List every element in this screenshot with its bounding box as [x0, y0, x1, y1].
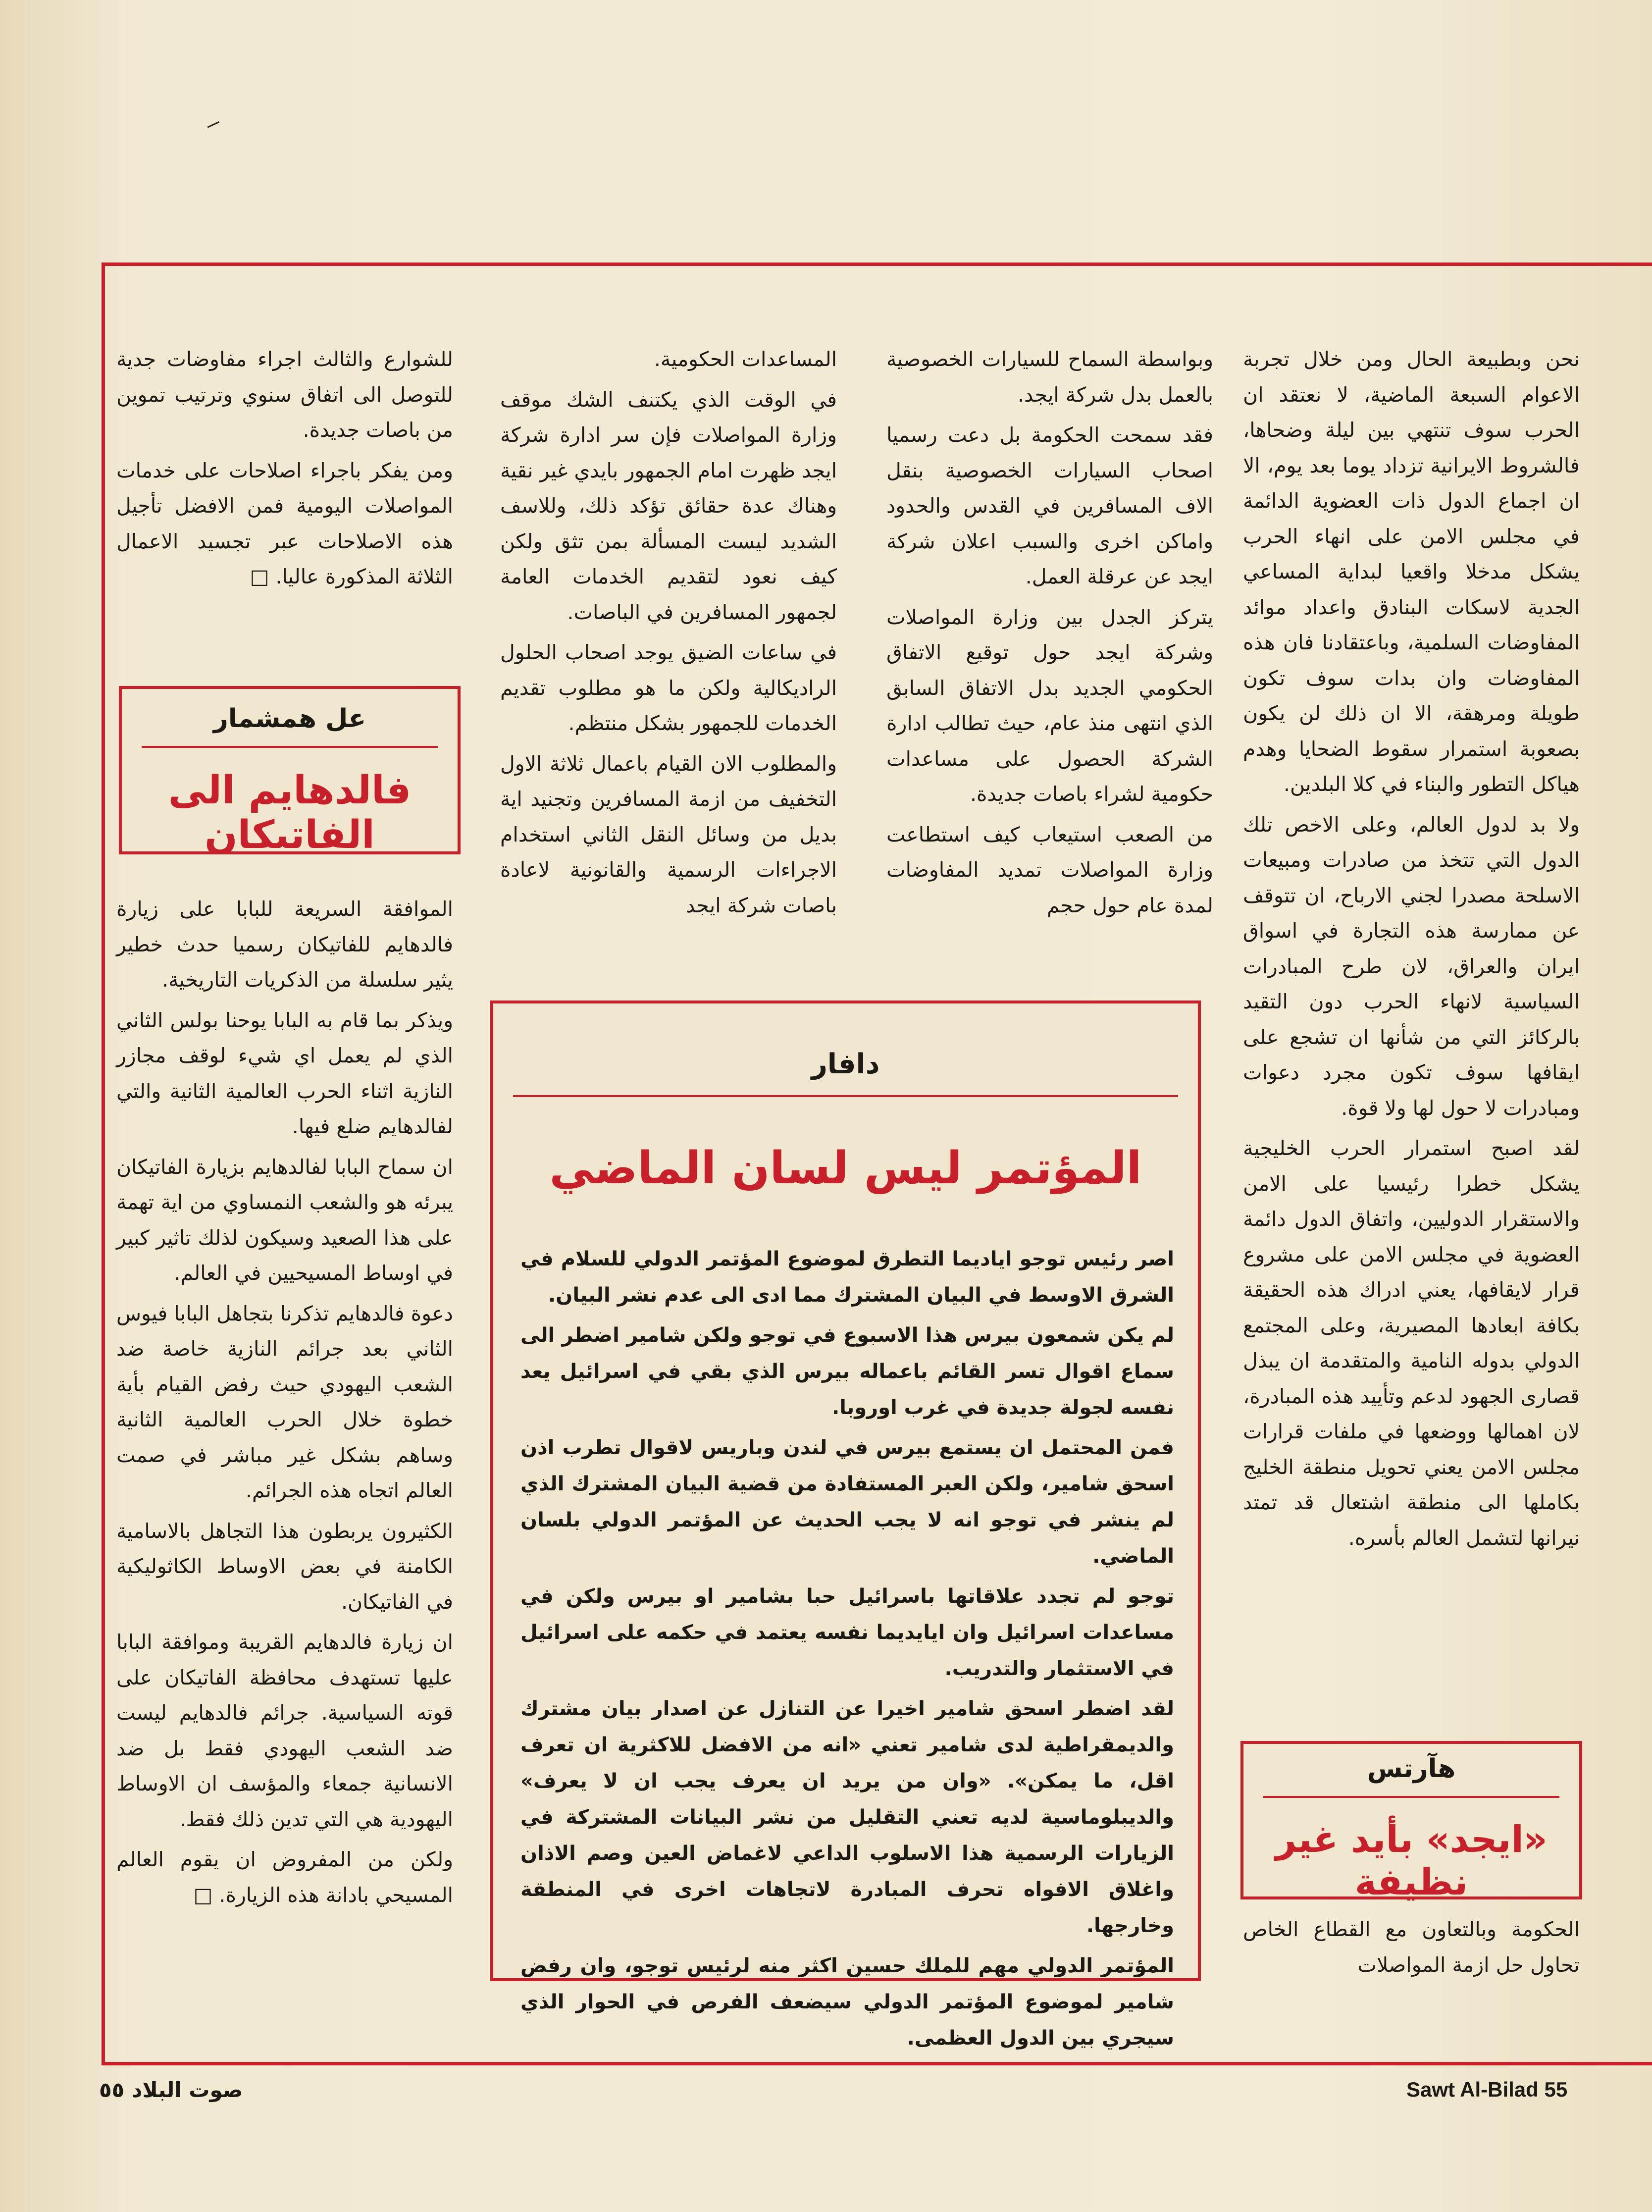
- paragraph: والمطلوب الان القيام باعمال ثلاثة الاول التخفيف من ازمة المسافرين وتجنيد اية بديل من وسائل النقل الثاني استخدام الاجراءات الرسمية والقانونية لاعادة باصات شركة ايجد: [500, 751, 837, 917]
- paragraph: من الصعب استيعاب كيف استطاعت وزارة المواصلات تمديد المفاوضات لمدة عام حول حجم: [886, 822, 1213, 917]
- column-3: [500, 342, 837, 928]
- column-2: [886, 342, 1213, 928]
- paragraph: المؤتمر الدولي مهم للملك حسين اكثر منه لرئيس توجو، وان رفض شامير لموضوع المؤتمر الدولي سيضعف الفرص في الحوار الذي سيجري بين الدول العظمى.: [520, 1954, 1174, 2050]
- folio-arabic: صوت البلاد ٥٥: [99, 2078, 243, 2102]
- box-kicker: دافار: [811, 1048, 880, 1080]
- box-rule: [142, 746, 438, 748]
- paragraph: لقد اضطر اسحق شامير اخيرا عن التنازل عن اصدار بيان مشترك والديمقراطية لدى شامير تعني «انه من الافضل للاكثرية ان تعرف اقل، ما يمكن». «وان من يريد ان يعرف يجب ان لا يعرف» والديبلوماسية لديه تعني التقليل من نشر البيانات المشتركة في الزيارات الرسمية هذا الاسلوب الداعي لاغماض العين وصم الاذان واغلاق الافواه تحرف المبادرة لاتجاهات اخرى في المنطقة وخارجها.: [520, 1697, 1174, 1937]
- folio-english: Sawt Al-Bilad 55: [1406, 2078, 1568, 2101]
- dafar-body: [520, 1241, 1174, 2060]
- paragraph: الحكومة وبالتعاون مع القطاع الخاص تحاول حل ازمة المواصلات: [1243, 1917, 1580, 1977]
- column-1-continued: [1243, 1912, 1580, 1988]
- paragraph: يتركز الجدل بين وزارة المواصلات وشركة ايجد حول توقيع الاتفاق الحكومي الجديد بدل الاتفاق السابق الذي انتهى منذ عام، حيث تطالب ادارة الشركة الحصول على مساعدات حكومية لشراء باصات جديدة.: [886, 605, 1213, 806]
- box-rule: [513, 1095, 1178, 1097]
- paragraph: ولا بد لدول العالم، وعلى الاخص تلك الدول التي تتخذ من صادرات ومبيعات الاسلحة مصدرا لجني الارباح، ان تتوقف عن ممارسة هذه التجارة في اسواق ايران والعراق، لان طرح المبادرات السياسية لانهاء الحرب دون التقيد بالركائز التي من شأنها ان تشجع على ايقافها سوف تكون مجرد دعوات ومبادرات لا حول لها ولا قوة.: [1243, 812, 1580, 1120]
- paragraph: ان سماح البابا لفالدهايم بزيارة الفاتيكان يبرئه هو والشعب النمساوي من اية تهمة على هذا الصعيد وسيكون لذلك تاثير كبير في اوساط المسيحيين في العالم.: [116, 1155, 453, 1285]
- paragraph: وبواسطة السماح للسيارات الخصوصية بالعمل بدل شركة ايجد.: [886, 347, 1213, 407]
- paragraph: توجو لم تجدد علاقاتها باسرائيل حبا بشامير او بيرس ولكن في مساعدات اسرائيل وان ايايديما نفسه يعتمد في حكمه على اسرائيل في الاستثمار والتدريب.: [520, 1585, 1174, 1680]
- paragraph: اصر رئيس توجو اياديما التطرق لموضوع المؤتمر الدولي للسلام في الشرق الاوسط في البيان المشترك مما ادى الى عدم نشر البيان.: [520, 1248, 1174, 1307]
- box-rule: [1263, 1796, 1559, 1798]
- column-4: [116, 342, 453, 600]
- hamshmar-box: [119, 686, 461, 857]
- paragraph: في ساعات الضيق يوجد اصحاب الحلول الراديكالية ولكن ما هو مطلوب تقديم الخدمات للجمهور بشكل منتظم.: [500, 640, 837, 735]
- paragraph: للشوارع والثالث اجراء مفاوضات جدية للتوصل الى اتفاق سنوي وترتيب تموين من باصات جديدة.: [116, 347, 453, 442]
- paragraph: ومن يفكر باجراء اصلاحات على خدمات المواصلات اليومية فمن الافضل تأجيل هذه الاصلاحات عبر تجسيد الاعمال الثلاثة المذكورة عاليا. □: [116, 458, 453, 588]
- paragraph: دعوة فالدهايم تذكرنا بتجاهل البابا فيوس الثاني بعد جرائم النازية خاصة ضد الشعب اليهودي حيث رفض القيام بأية خطوة خلال الحرب العالمية الثانية وساهم بشكل غير مباشر في صمت العالم اتجاه هذه الجرائم.: [116, 1301, 453, 1502]
- dafar-box: [490, 1001, 1201, 2050]
- box-headline: «ايجد» بأيد غير نظيفة: [1275, 1818, 1548, 1903]
- column-4-continued: [116, 892, 453, 1918]
- paragraph: المساعدات الحكومية.: [654, 347, 837, 371]
- paragraph: ولكن من المفروض ان يقوم العالم المسيحي بادانة هذه الزيارة. □: [116, 1847, 453, 1907]
- column-1: [1243, 342, 1580, 1561]
- paragraph: ويذكر بما قام به البابا يوحنا بولس الثاني الذي لم يعمل اي شيء لوقف مجازر النازية اثناء الحرب العالمية الثانية والتي لفالدهايم ضلع فيها.: [116, 1008, 453, 1138]
- paragraph: فقد سمحت الحكومة بل دعت رسميا اصحاب السيارات الخصوصية بنقل الاف المسافرين في القدس والحدود واماكن اخرى والسبب اعلان شركة ايجد عن عرقلة العمل.: [886, 423, 1213, 588]
- harts-box: [1240, 1741, 1582, 1903]
- paragraph: لقد اصبح استمرار الحرب الخليجية يشكل خطرا رئيسيا على الامن والاستقرار الدوليين، واتفاق الدول دائمة العضوية في مجلس الامن على مشروع قرار لايقافها، يعني ادراك هذه الحقيقة بكافة ابعادها المصيرية، وعلى المجتمع الدولي بدوله النامية والمتقدمة ان يبذل قصارى الجهود لدعم وتأييد هذه المبادرة، لان اهمالها ووضعها في ملفات قرارات مجلس الامن يعني تحويل منطقة الخليج بكاملها الى منطقة اشتعال قد تمتد نيرانها لتشمل العالم بأسره.: [1243, 1136, 1580, 1550]
- box-kicker: هآرتس: [1367, 1754, 1456, 1784]
- paragraph: الكثيرون يربطون هذا التجاهل بالاسامية الكامنة في بعض الاوساط الكاثوليكية في الفاتيكان.: [116, 1519, 453, 1614]
- paragraph: ان زيارة فالدهايم القريبة وموافقة البابا عليها تستهدف محافظة الفاتيكان على قوته السياسية. جرائم فالدهايم ليست ضد الشعب اليهودي فقط بل ضد الانسانية جمعاء والمؤسف ان الاوساط اليهودية هي التي تدين ذلك فقط.: [116, 1630, 453, 1831]
- paragraph: لم يكن شمعون بيرس هذا الاسبوع في توجو ولكن شامير اضطر الى سماع اقوال تسر القائم باعماله بيرس الذي بقي في اسرائيل يعد نفسه لجولة جديدة في غرب اوروبا.: [520, 1324, 1174, 1419]
- box-headline: فالدهايم الى الفاتيكان: [168, 768, 412, 857]
- paragraph: الموافقة السريعة للبابا على زيارة فالدهايم للفاتيكان رسميا حدث خطير يثير سلسلة من الذكريات التاريخية.: [116, 897, 453, 992]
- paragraph: في الوقت الذي يكتنف الشك موقف وزارة المواصلات فإن سر ادارة شركة ايجد ظهرت امام الجمهور بايدي غير نقية وهناك عدة حقائق تؤكد ذلك، وللاسف الشديد ليست المسألة بمن تثق ولكن كيف نعود لتقديم الخدمات العامة لجمهور المسافرين في الباصات.: [500, 387, 837, 624]
- box-kicker: عل همشمار: [213, 704, 366, 734]
- paragraph: نحن وبطبيعة الحال ومن خلال تجربة الاعوام السبعة الماضية، لا نعتقد ان الحرب سوف تنتهي بين ليلة وضحاها، فالشروط الايرانية تزداد يوما بعد يوم، الا ان اجماع الدول ذات العضوية الدائمة في مجلس الامن على انهاء الحرب يشكل مدخلا واقعيا لبداية المساعي الجدية لاسكات البنادق واعداد موائد المفاوضات السلمية، وباعتقادنا فان هذه المفاوضات وان بدات سوف تكون طويلة ومرهقة، الا ان ذلك لن يكون بصعوبة استمرار سقوط الضحايا وهدم هياكل التطور والبناء في كلا البلدين.: [1243, 347, 1580, 796]
- paragraph: فمن المحتمل ان يستمع بيرس في لندن وباريس لاقوال تطرب اذن اسحق شامير، ولكن العبر المستفادة من قضية البيان المشترك الذي لم ينشر في توجو انه لا يجب الحديث عن المؤتمر الدولي بلسان الماضي.: [520, 1436, 1174, 1568]
- box-headline: المؤتمر ليس لسان الماضي: [549, 1142, 1142, 1194]
